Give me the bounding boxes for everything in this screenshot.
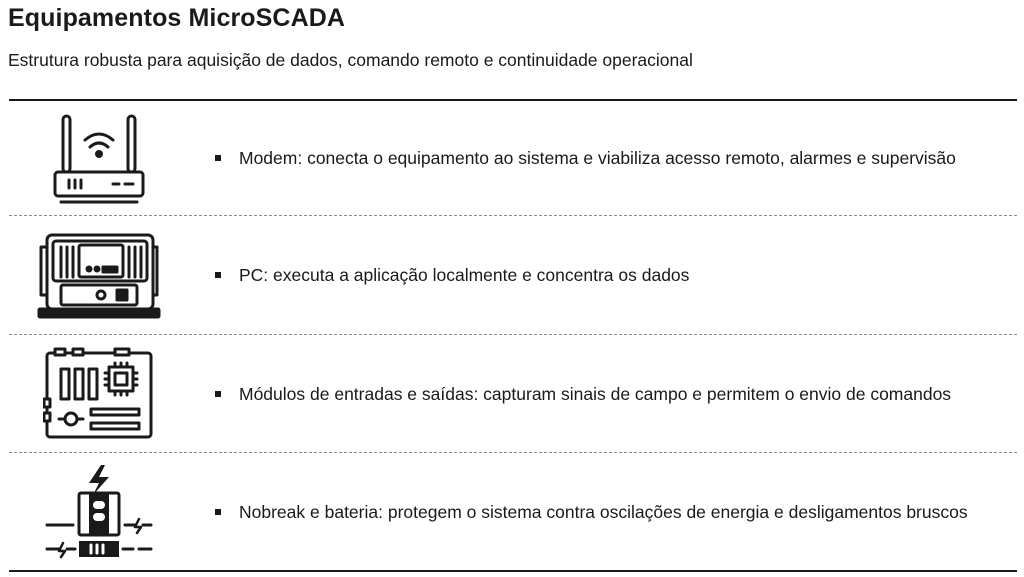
equipment-description: PC: executa a aplicação localmente e concentra os dados: [239, 265, 690, 285]
equipment-row-nobreak: [9, 453, 1017, 570]
equipment-item-pc: [215, 262, 1007, 288]
equipment-item-io-modules: [215, 381, 1007, 407]
equipment-description: Módulos de entradas e saídas: capturam sinais de campo e permitem o envio de comandos: [239, 383, 952, 404]
equipment-row-io-modules: [9, 335, 1017, 453]
page-subtitle: Estrutura robusta para aquisição de dados, comando remoto e continuidade operacional: [8, 50, 693, 70]
computer-icon: [35, 225, 163, 325]
equipment-row-modem: [9, 101, 1017, 216]
circuit-board-icon: [35, 344, 163, 444]
equipment-item-modem: [215, 145, 1007, 171]
equipment-description: Nobreak e bateria: protegem o sistema contra oscilações de energia e desligamentos bruscos: [239, 501, 968, 522]
router-icon: [35, 108, 163, 208]
equipment-description: Modem: conecta o equipamento ao sistema e viabiliza acesso remoto, alarmes e supervisão: [239, 148, 956, 168]
bullet-marker: [215, 155, 221, 161]
bullet-marker: [215, 509, 221, 515]
equipment-item-nobreak: [215, 499, 1007, 525]
bullet-marker: [215, 272, 221, 278]
bullet-marker: [215, 391, 221, 397]
battery-power-icon: [35, 462, 163, 562]
page-title: Equipamentos MicroSCADA: [8, 4, 346, 32]
equipment-row-pc: [9, 216, 1017, 335]
equipment-table: [9, 99, 1017, 572]
